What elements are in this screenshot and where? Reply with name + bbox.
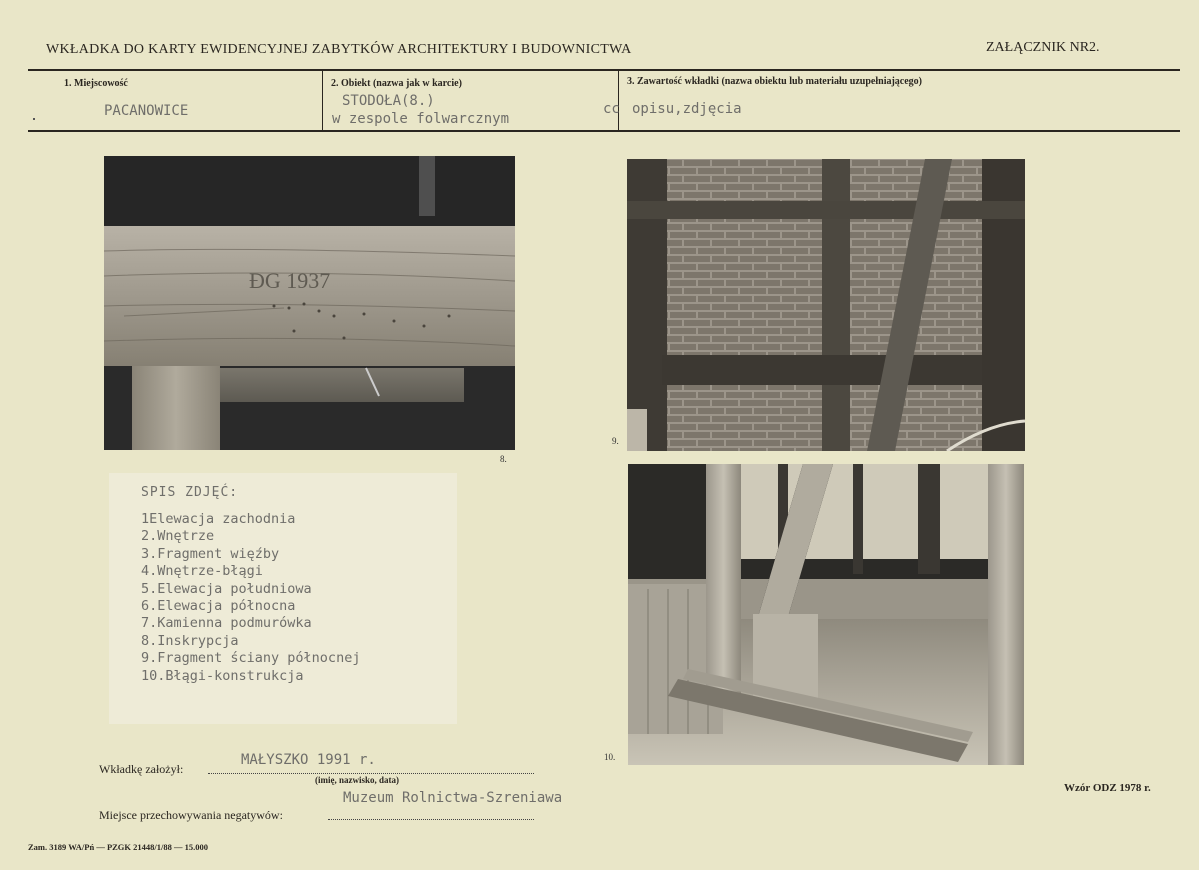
photo-list-item: 9.Fragment ściany północnej — [141, 650, 361, 667]
column-divider-1 — [322, 71, 323, 130]
locality-value: PACANOWICE — [104, 103, 189, 119]
object-label: 2. Obiekt (nazwa jak w karcie) — [331, 78, 462, 89]
form-reference: Wzór ODZ 1978 r. — [1064, 782, 1151, 794]
header-rule-bottom — [28, 130, 1180, 132]
photo-caption-10: 10. — [604, 752, 616, 762]
photo-list-item: 4.Wnętrze-błągi — [141, 563, 263, 580]
photo-list-title: SPIS ZDJĘĆ: — [141, 485, 239, 500]
photo-list-item: 7.Kamienna podmurówka — [141, 615, 312, 632]
photo-list-item: 1Elewacja zachodnia — [141, 511, 296, 527]
founder-underline — [208, 773, 534, 774]
dot-mark — [33, 118, 35, 120]
object-value-line2: w zespole folwarcznym — [332, 111, 510, 127]
form-title: WKŁADKA DO KARTY EWIDENCYJNEJ ZABYTKÓW ARCHITEKTURY I BUDOWNICTWA — [46, 42, 632, 57]
photo-beam-inscription-image — [104, 156, 515, 450]
photo-list-items — [141, 511, 360, 685]
photo-north-wall-image — [627, 159, 1025, 451]
negatives-label: Miejsce przechowywania negatywów: — [99, 808, 283, 822]
founder-label: Wkładkę założył: — [99, 762, 184, 776]
object-overflow-text: cc — [603, 101, 620, 117]
photo-list-sheet — [109, 473, 457, 724]
photo-caption-9: 9. — [612, 436, 619, 446]
photo-list-item: 2.Wnętrze — [141, 528, 215, 545]
locality-label: 1. Miejscowość — [64, 78, 128, 89]
founder-hint: (imię, nazwisko, data) — [315, 775, 399, 785]
svg-text:ĐG 1937: ĐG 1937 — [249, 268, 331, 293]
attachment-number: ZAŁĄCZNIK NR2. — [986, 40, 1100, 55]
photo-list-item: 3.Fragment więźby — [141, 545, 280, 562]
photo-north-wall — [627, 159, 1025, 451]
negatives-underline — [328, 819, 534, 820]
photo-bracing-construction — [628, 464, 1024, 765]
photo-list-item: 5.Elewacja południowa — [141, 580, 312, 597]
photo-beam-inscription — [104, 156, 515, 450]
print-reference: Zam. 3189 WA/Pń — PZGK 21448/1/88 — 15.000 — [28, 842, 209, 852]
photo-list-item: 8.Inskrypcja — [141, 632, 239, 649]
object-value-line1: STODOŁA(8.) — [342, 93, 435, 109]
founder-value: MAŁYSZKO 1991 r. — [241, 752, 376, 768]
photo-list-item: 10.Błągi-konstrukcja — [141, 667, 304, 684]
photo-list-item: 6.Elewacja północna — [141, 598, 296, 615]
photo-caption-8: 8. — [500, 454, 507, 464]
negatives-value: Muzeum Rolnictwa-Szreniawa — [343, 790, 563, 806]
photo-bracing-construction-image — [628, 464, 1024, 765]
content-value: opisu,zdjęcia — [632, 101, 742, 117]
header-rule-top — [28, 69, 1180, 71]
content-label: 3. Zawartość wkładki (nazwa obiektu lub materiału uzupełniającego) — [627, 76, 923, 87]
